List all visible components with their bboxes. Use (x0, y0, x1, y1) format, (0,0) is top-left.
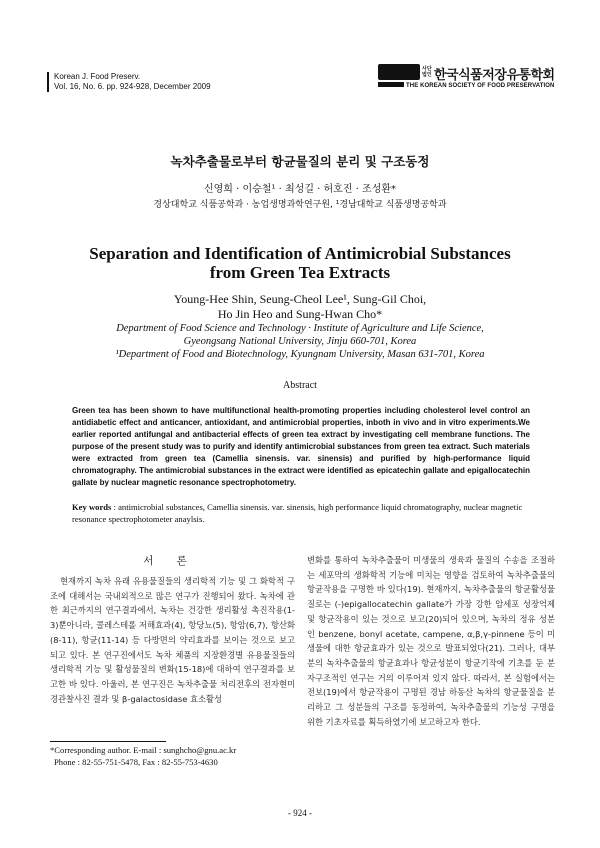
authors-korean: 신영희 · 이승철¹ · 최성길 · 허호진 · 조성환* (203, 184, 397, 195)
abstract-heading: Abstract (283, 380, 317, 391)
journal-info (47, 72, 284, 92)
affiliation-english-line1: Department of Food Science and Technology · Institute of Agriculture and Life Science, (116, 323, 484, 334)
body-right-column (307, 553, 555, 729)
affiliation-english-line3: ¹Department of Food and Biotechnology, Kyungnam University, Masan 631-701, Korea (115, 349, 485, 360)
footnote-phone: Phone : 82-55-751-5478, Fax : 82-55-753-4630 (54, 757, 218, 767)
title-korean: 녹차추출물로부터 항균물질의 분리 및 구조동정 (170, 154, 430, 169)
authors-english-line2: Ho Jin Heo and Sung-Hwan Cho* (217, 307, 383, 321)
affiliation-korean: 경상대학교 식품공학과 · 농업생명과학연구원, ¹경남대학교 식품생명공학과 (153, 200, 447, 210)
society-tag: 사단법인 (422, 66, 432, 78)
society-name-en: THE KOREAN SOCIETY OF FOOD PRESERVATION (406, 83, 555, 89)
affiliation-english (40, 322, 560, 361)
abstract-text: Green tea has been shown to have multifunctional health-promoting properties including cholesterol level control an antidiabetic effect and anticancer, antioxidant, and antimicrobial properties, inboth in vivo and in vitro experiments.We earlier reported antifungal and antibacterial effects of green tea extract by investigating cell membrane functions. The purpose of the present study was to purify and identify antimicrobial substances from green tea extract. Such materials were extracted from green tea (Camellia sinensis. var. sinensis) and purified by high-performance liquid chromatography. The antimicrobial substances in the extract were identified as epicatechin gallate and epigallocatechin gallate by nuclear magnetic resonance spectrophotometry. (72, 406, 530, 487)
keywords-label: Key words (72, 502, 112, 512)
affiliation-english-line2: Gyeongsang National University, Jinju 660-701, Korea (183, 336, 417, 347)
page-number: - 924 - (288, 808, 312, 818)
authors-english (40, 292, 560, 322)
society-logo-block (378, 64, 555, 92)
society-name-ko: 한국식품저장유통학회 (434, 68, 555, 83)
footnote-email: *Corresponding author. E-mail : sunghcho@gnu.ac.kr (50, 745, 237, 755)
society-bar (378, 82, 404, 87)
title-english: Separation and Identification of Antimicrobial Substances from Green Tea Extracts (89, 244, 511, 282)
journal-volume: Vol. 16, No. 6. pp. 924-928, December 2009 (54, 82, 211, 91)
section-heading-introduction: 서 론 (143, 555, 197, 567)
authors-english-line1: Young-Hee Shin, Seung-Cheol Lee¹, Sung-Gil Choi, (173, 292, 427, 306)
keywords-text: antimicrobial substances, Camellia sinensis. var. sinensis, high performance liquid chromatography, nuclear magnetic resonance spectrophotometer anaylsis. (72, 502, 523, 524)
journal-name: Korean J. Food Preserv. (54, 72, 141, 81)
footnote (50, 744, 300, 768)
body-left-column (50, 574, 295, 706)
body-left-paragraph: 현재까지 녹차 유래 유용물질들의 생리학적 기능 및 그 화학적 구조에 대해서는 국내외적으로 많은 연구가 진행되어 왔다. 녹차에 관한 최근까지의 연구결과에서, 녹차는 건강한 생리활성 촉진작용(1-3)뿐아니라, 콜레스테롤 저해효과(4), 항당뇨(5), 항암(6,7), 항산화(8-11), 항균(11-14) 등 다방면의 약리효과를 보이는 것으로 보고되고 있다. 본 연구진에서도 녹차 체품의 지장환경별 유용물질들의 생리학적 기능 및 활성물질의 변화(15-18)에 대하여 연구결과를 보고한 바 있다. 아울러, 본 연구진은 녹차추출물 처리전후의 전자현미경관찰사진 결과 및 β-galactosidase 효소활성 (50, 576, 295, 704)
society-logo-icon (378, 64, 420, 80)
keywords: Key words : antimicrobial substances, Camellia sinensis. var. sinensis, high performance liquid chromatography, nuclear magnetic resonance spectrophotometer anaylsis. (72, 502, 523, 524)
footnote-rule (50, 741, 166, 742)
body-right-paragraph: 변화를 통하여 녹차추출물이 미생물의 생육과 물질의 수송을 조절하는 세포막의 생화학적 기능에 미치는 영향을 검토하여 녹차추출물의 항균작용을 구명한 바 있다(19). 현재까지, 녹차추출물의 항균활성물질로는 (-)epigallocatechin gallate가 가장 강한 암세포 성장억제 및 항균작용이 있는 것으로 보고(20)되어 있으며, 녹차의 정유 성분인 benzene, bonyl acetate, campene, α,β,γ-pinnene 등이 미생물에 대한 항균효과가 있는 것으로 발표되었다(21). 그러나, 대부분의 녹차추출물의 항균효과나 항균성분이 항균기작에 기초를 둔 분자구조적인 연구는 거의 이루어져 있지 않다. 따라서, 본 실험에서는 전보(19)에서 항균작용이 구명된 경남 하동산 녹차의 항균물질을 분리하고 그 성분들의 구조를 동정하여, 녹차추출물의 기능성 구명을 위한 기초자료를 획득하였기에 보고하고자 한다. (307, 555, 555, 727)
